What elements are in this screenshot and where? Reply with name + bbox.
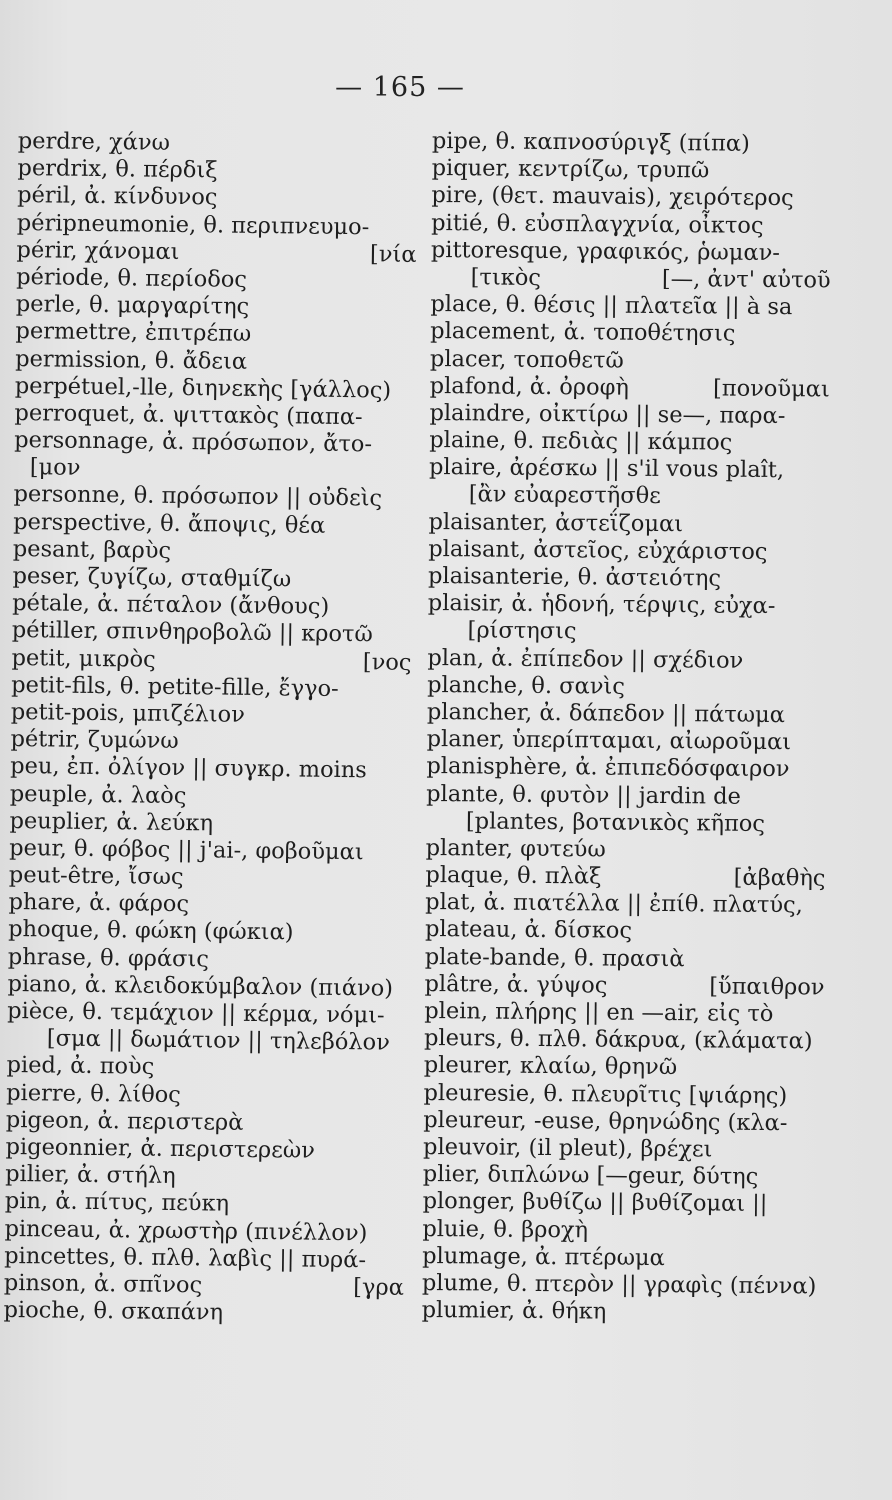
entry-text: plumage, ἀ. πτέρωμα bbox=[422, 1242, 665, 1271]
right-column bbox=[422, 128, 832, 1328]
entry-text: pipe, θ. καπνοσύριγξ (πίπα) bbox=[431, 128, 750, 157]
entry-text: [σμα || δωμάτιον || τηλεβόλον bbox=[46, 1025, 390, 1056]
entry-text: phrase, θ. φράσις bbox=[7, 943, 210, 973]
entry-text: pesant, βαρὺς bbox=[12, 535, 172, 564]
dictionary-entry bbox=[426, 780, 826, 811]
entry-text: pire, (θετ. mauvais), χειρότερος bbox=[431, 182, 794, 212]
entry-text: peut-être, ἴσως bbox=[8, 862, 184, 891]
dictionary-entry bbox=[426, 808, 826, 839]
entry-text: plaindre, οἰκτίρω || se—, παρα- bbox=[429, 399, 786, 429]
entry-text: personnage, ἀ. πρόσωπον, ἄτο- bbox=[14, 427, 373, 458]
entry-text: pittoresque, γραφικός, ῥωμαν- bbox=[430, 236, 781, 266]
dictionary-entry bbox=[423, 1161, 823, 1192]
entry-text: pinceau, ἀ. χρωστὴρ (πινέλλον) bbox=[4, 1215, 368, 1246]
entry-text: plaire, ἀρέσκω || s'il vous plaît, bbox=[428, 454, 785, 484]
dictionary-entry bbox=[422, 1270, 822, 1301]
entry-text: pleuvoir, (il pleut), βρέχει bbox=[422, 1133, 713, 1163]
entry-text: plat, ἀ. πιατέλλα || ἐπίθ. πλατύς, bbox=[425, 889, 803, 919]
entry-text: personne, θ. πρόσωπον || οὐδεὶς bbox=[13, 481, 383, 512]
dictionary-entry bbox=[429, 427, 829, 458]
entry-text: pleurer, κλαίω, θρηνῶ bbox=[423, 1052, 678, 1081]
entry-text: pioche, θ. σκαπάνη bbox=[3, 1296, 224, 1326]
entry-text: placement, ἀ. τοποθέτησις bbox=[430, 318, 736, 347]
dictionary-entry bbox=[429, 454, 829, 485]
dictionary-entry bbox=[431, 210, 831, 241]
entry-text: [ἂν εὐαρεστῆσθε bbox=[468, 481, 661, 510]
entry-text: phoque, θ. φώκη (φώκια) bbox=[8, 916, 294, 946]
dictionary-entry bbox=[432, 128, 832, 159]
entry-text: placer, τοποθετῶ bbox=[429, 345, 624, 374]
entry-text: pin, ἀ. πίτυς, πεύκη bbox=[4, 1188, 230, 1217]
dictionary-entry bbox=[424, 1052, 824, 1083]
entry-text: plafond, ἀ. ὀροφὴ bbox=[429, 372, 629, 401]
entry-continuation: [γρα bbox=[353, 1274, 405, 1301]
entry-text: perdre, χάνω bbox=[17, 128, 171, 156]
entry-text: planter, φυτεύω bbox=[425, 834, 606, 863]
entry-text: période, θ. περίοδος bbox=[16, 263, 248, 293]
dictionary-entry bbox=[430, 291, 830, 322]
entry-text: plein, πλήρης || en —air, εἰς τὸ bbox=[424, 997, 774, 1028]
entry-text: plate-bande, θ. πρασιὰ bbox=[424, 943, 685, 972]
dictionary-entry bbox=[423, 1188, 823, 1219]
dictionary-entry bbox=[425, 889, 825, 920]
entry-text: perpétuel,-lle, διηνεκὴς [γάλλος) bbox=[14, 372, 392, 404]
entry-text: plante, θ. φυτὸν || jardin de bbox=[426, 780, 741, 810]
entry-text: peur, θ. φόβος || j'ai-, φοβοῦμαι bbox=[9, 834, 364, 866]
entry-text: [τικὸς bbox=[470, 264, 542, 291]
dictionary-entry bbox=[431, 237, 831, 268]
dictionary-entry bbox=[428, 509, 828, 540]
dictionary-entry bbox=[423, 1107, 823, 1138]
entry-text: [plantes, βοτανικὸς κῆπος bbox=[465, 808, 766, 837]
dictionary-entry bbox=[429, 400, 829, 431]
dictionary-entry bbox=[427, 645, 827, 676]
entry-continuation: [πονοῦμαι bbox=[712, 375, 830, 403]
entry-continuation: [ἀβαθὴς bbox=[733, 864, 826, 892]
entry-text: pleuresie, θ. πλευρῖτις [ψιάρης) bbox=[423, 1079, 788, 1109]
dictionary-entry bbox=[423, 1134, 823, 1165]
dictionary-entry bbox=[427, 617, 827, 648]
dictionary-entry bbox=[430, 373, 830, 404]
entry-text: pétale, ἀ. πέταλον (ἄνθους) bbox=[12, 590, 330, 621]
dictionary-entry bbox=[426, 835, 826, 866]
dictionary-entry bbox=[425, 862, 825, 893]
entry-text: perroquet, ἀ. ψιττακὸς (παπα- bbox=[14, 399, 363, 431]
entry-text: peuple, ἀ. λαὸς bbox=[9, 780, 187, 809]
entry-text: plumier, ἀ. θήκη bbox=[421, 1297, 607, 1325]
dictionary-entry bbox=[3, 1297, 403, 1329]
dictionary-entry bbox=[424, 1025, 824, 1056]
entry-text: pièce, θ. τεμάχιον || κέρμα, νόμι- bbox=[7, 997, 385, 1029]
dictionary-entry bbox=[428, 536, 828, 567]
dictionary-entry bbox=[429, 481, 829, 512]
dictionary-entry bbox=[423, 1080, 823, 1111]
entry-text: planer, ὑπερίπταμαι, αἰωροῦμαι bbox=[426, 726, 792, 756]
entry-text: [ρίστησις bbox=[467, 617, 577, 645]
entry-continuation: [νία bbox=[369, 241, 417, 268]
entry-text: plaisanter, ἀστεΐζομαι bbox=[428, 508, 684, 537]
entry-text: pitié, θ. εὐσπλαγχνία, οἶκτος bbox=[431, 209, 764, 239]
entry-text: peu, ἐπ. ὀλίγον || συγκρ. moins bbox=[10, 753, 367, 784]
entry-text: plâtre, ἀ. γύψος bbox=[424, 970, 608, 999]
entry-text: plaisir, ἀ. ἡδονή, τέρψις, εὐχα- bbox=[427, 590, 776, 620]
entry-text: pétiller, σπινθηροβολῶ || κροτῶ bbox=[11, 617, 373, 648]
dictionary-entry bbox=[430, 345, 830, 376]
entry-text: péripneumonie, θ. περιπνευμο- bbox=[16, 209, 370, 240]
dictionary-entry bbox=[424, 998, 824, 1029]
dictionary-entry bbox=[430, 318, 830, 349]
entry-text: piano, ἀ. κλειδοκύμβαλον (πιάνο) bbox=[7, 970, 394, 1002]
entry-text: plaque, θ. πλὰξ bbox=[425, 862, 602, 890]
dictionary-entry bbox=[428, 590, 828, 621]
dictionary-entry bbox=[432, 155, 832, 186]
entry-text: pilier, ἀ. στήλη bbox=[5, 1161, 176, 1190]
entry-text: plaine, θ. πεδιὰς || κάμπος bbox=[429, 427, 733, 456]
entry-text: petit, μικρὸς bbox=[11, 644, 156, 673]
entry-text: plancher, ἀ. δάπεδον || πάτωμα bbox=[426, 698, 786, 729]
entry-text: périr, χάνομαι bbox=[16, 236, 180, 265]
dictionary-entry bbox=[427, 726, 827, 757]
left-column bbox=[3, 128, 418, 1329]
entry-text: pincettes, θ. πλθ. λαβὶς || πυρά- bbox=[4, 1242, 367, 1274]
entry-text: peser, ζυγίζω, σταθμίζω bbox=[12, 562, 292, 593]
entry-text: plonger, βυθίζω || βυθίζομαι || bbox=[422, 1188, 768, 1218]
dictionary-entry bbox=[425, 916, 825, 947]
entry-text: pied, ἀ. ποὺς bbox=[6, 1052, 155, 1081]
entry-continuation: [—, ἀντ' αὐτοῦ bbox=[661, 265, 831, 294]
entry-text: plan, ἀ. ἐπίπεδον || σχέδιον bbox=[427, 644, 744, 674]
dictionary-entry bbox=[424, 971, 824, 1002]
entry-text: pluie, θ. βροχὴ bbox=[422, 1215, 589, 1243]
dictionary-entry bbox=[427, 672, 827, 703]
entry-text: pierre, θ. λίθος bbox=[6, 1079, 182, 1108]
entry-text: pinson, ἀ. σπῖνος bbox=[3, 1269, 203, 1299]
entry-continuation: [νος bbox=[362, 648, 412, 676]
entry-text: pigeonnier, ἀ. περιστερεὼν bbox=[5, 1133, 315, 1164]
dictionary-entry bbox=[422, 1297, 822, 1328]
entry-text: piquer, κεντρίζω, τρυπῶ bbox=[431, 155, 710, 184]
entry-text: plaisant, ἀστεῖος, εὐχάριστος bbox=[428, 535, 768, 565]
dictionary-entry bbox=[428, 563, 828, 594]
entry-text: plume, θ. πτερὸν || γραφὶς (πέννα) bbox=[421, 1269, 817, 1300]
entry-text: phare, ἀ. φάρος bbox=[8, 889, 190, 918]
dictionary-entry bbox=[431, 182, 831, 213]
entry-text: permettre, ἐπιτρέπω bbox=[15, 318, 252, 348]
entry-text: pigeon, ἀ. περιστερὰ bbox=[5, 1106, 244, 1136]
entry-text: pétrir, ζυμώνω bbox=[10, 726, 179, 755]
entry-text: [μον bbox=[29, 454, 81, 482]
entry-text: petit-pois, μπιζέλιον bbox=[10, 698, 246, 728]
entry-text: pleurs, θ. πλθ. δάκρυα, (κλάματα) bbox=[423, 1025, 813, 1055]
entry-text: planisphère, ἀ. ἐπιπεδόσφαιρον bbox=[426, 753, 790, 783]
entry-text: plaisanterie, θ. ἀστειότης bbox=[427, 562, 722, 592]
entry-text: petit-fils, θ. petite-fille, ἔγγο- bbox=[11, 671, 339, 702]
entry-text: perspective, θ. ἄποψις, θέα bbox=[13, 508, 326, 539]
entry-text: perle, θ. μαργαρίτης bbox=[15, 291, 250, 320]
entry-text: plier, διπλώνω [—geur, δύτης bbox=[422, 1161, 759, 1191]
entry-text: planche, θ. σανὶς bbox=[427, 671, 625, 700]
entry-text: péril, ἀ. κίνδυνος bbox=[17, 182, 218, 211]
dictionary-entry bbox=[422, 1243, 822, 1274]
entry-text: place, θ. θέσις || πλατεῖα || à sa bbox=[430, 291, 793, 321]
entry-text: permission, θ. ἄδεια bbox=[15, 345, 248, 375]
entry-text: peuplier, ἀ. λεύκη bbox=[9, 807, 214, 837]
page-number: — 165 — bbox=[335, 72, 465, 103]
entry-text: plateau, ἀ. δίσκος bbox=[424, 916, 633, 945]
dictionary-entry bbox=[425, 944, 825, 975]
dictionary-entry bbox=[427, 699, 827, 730]
entry-continuation: [ὕπαιθρον bbox=[709, 973, 825, 1001]
dictionary-entry bbox=[426, 753, 826, 784]
dictionary-entry bbox=[431, 264, 831, 295]
entry-text: pleureur, -euse, θρηνώδης (κλα- bbox=[423, 1106, 788, 1136]
entry-text: perdrix, θ. πέρδιξ bbox=[17, 155, 218, 184]
dictionary-entry bbox=[422, 1215, 822, 1246]
